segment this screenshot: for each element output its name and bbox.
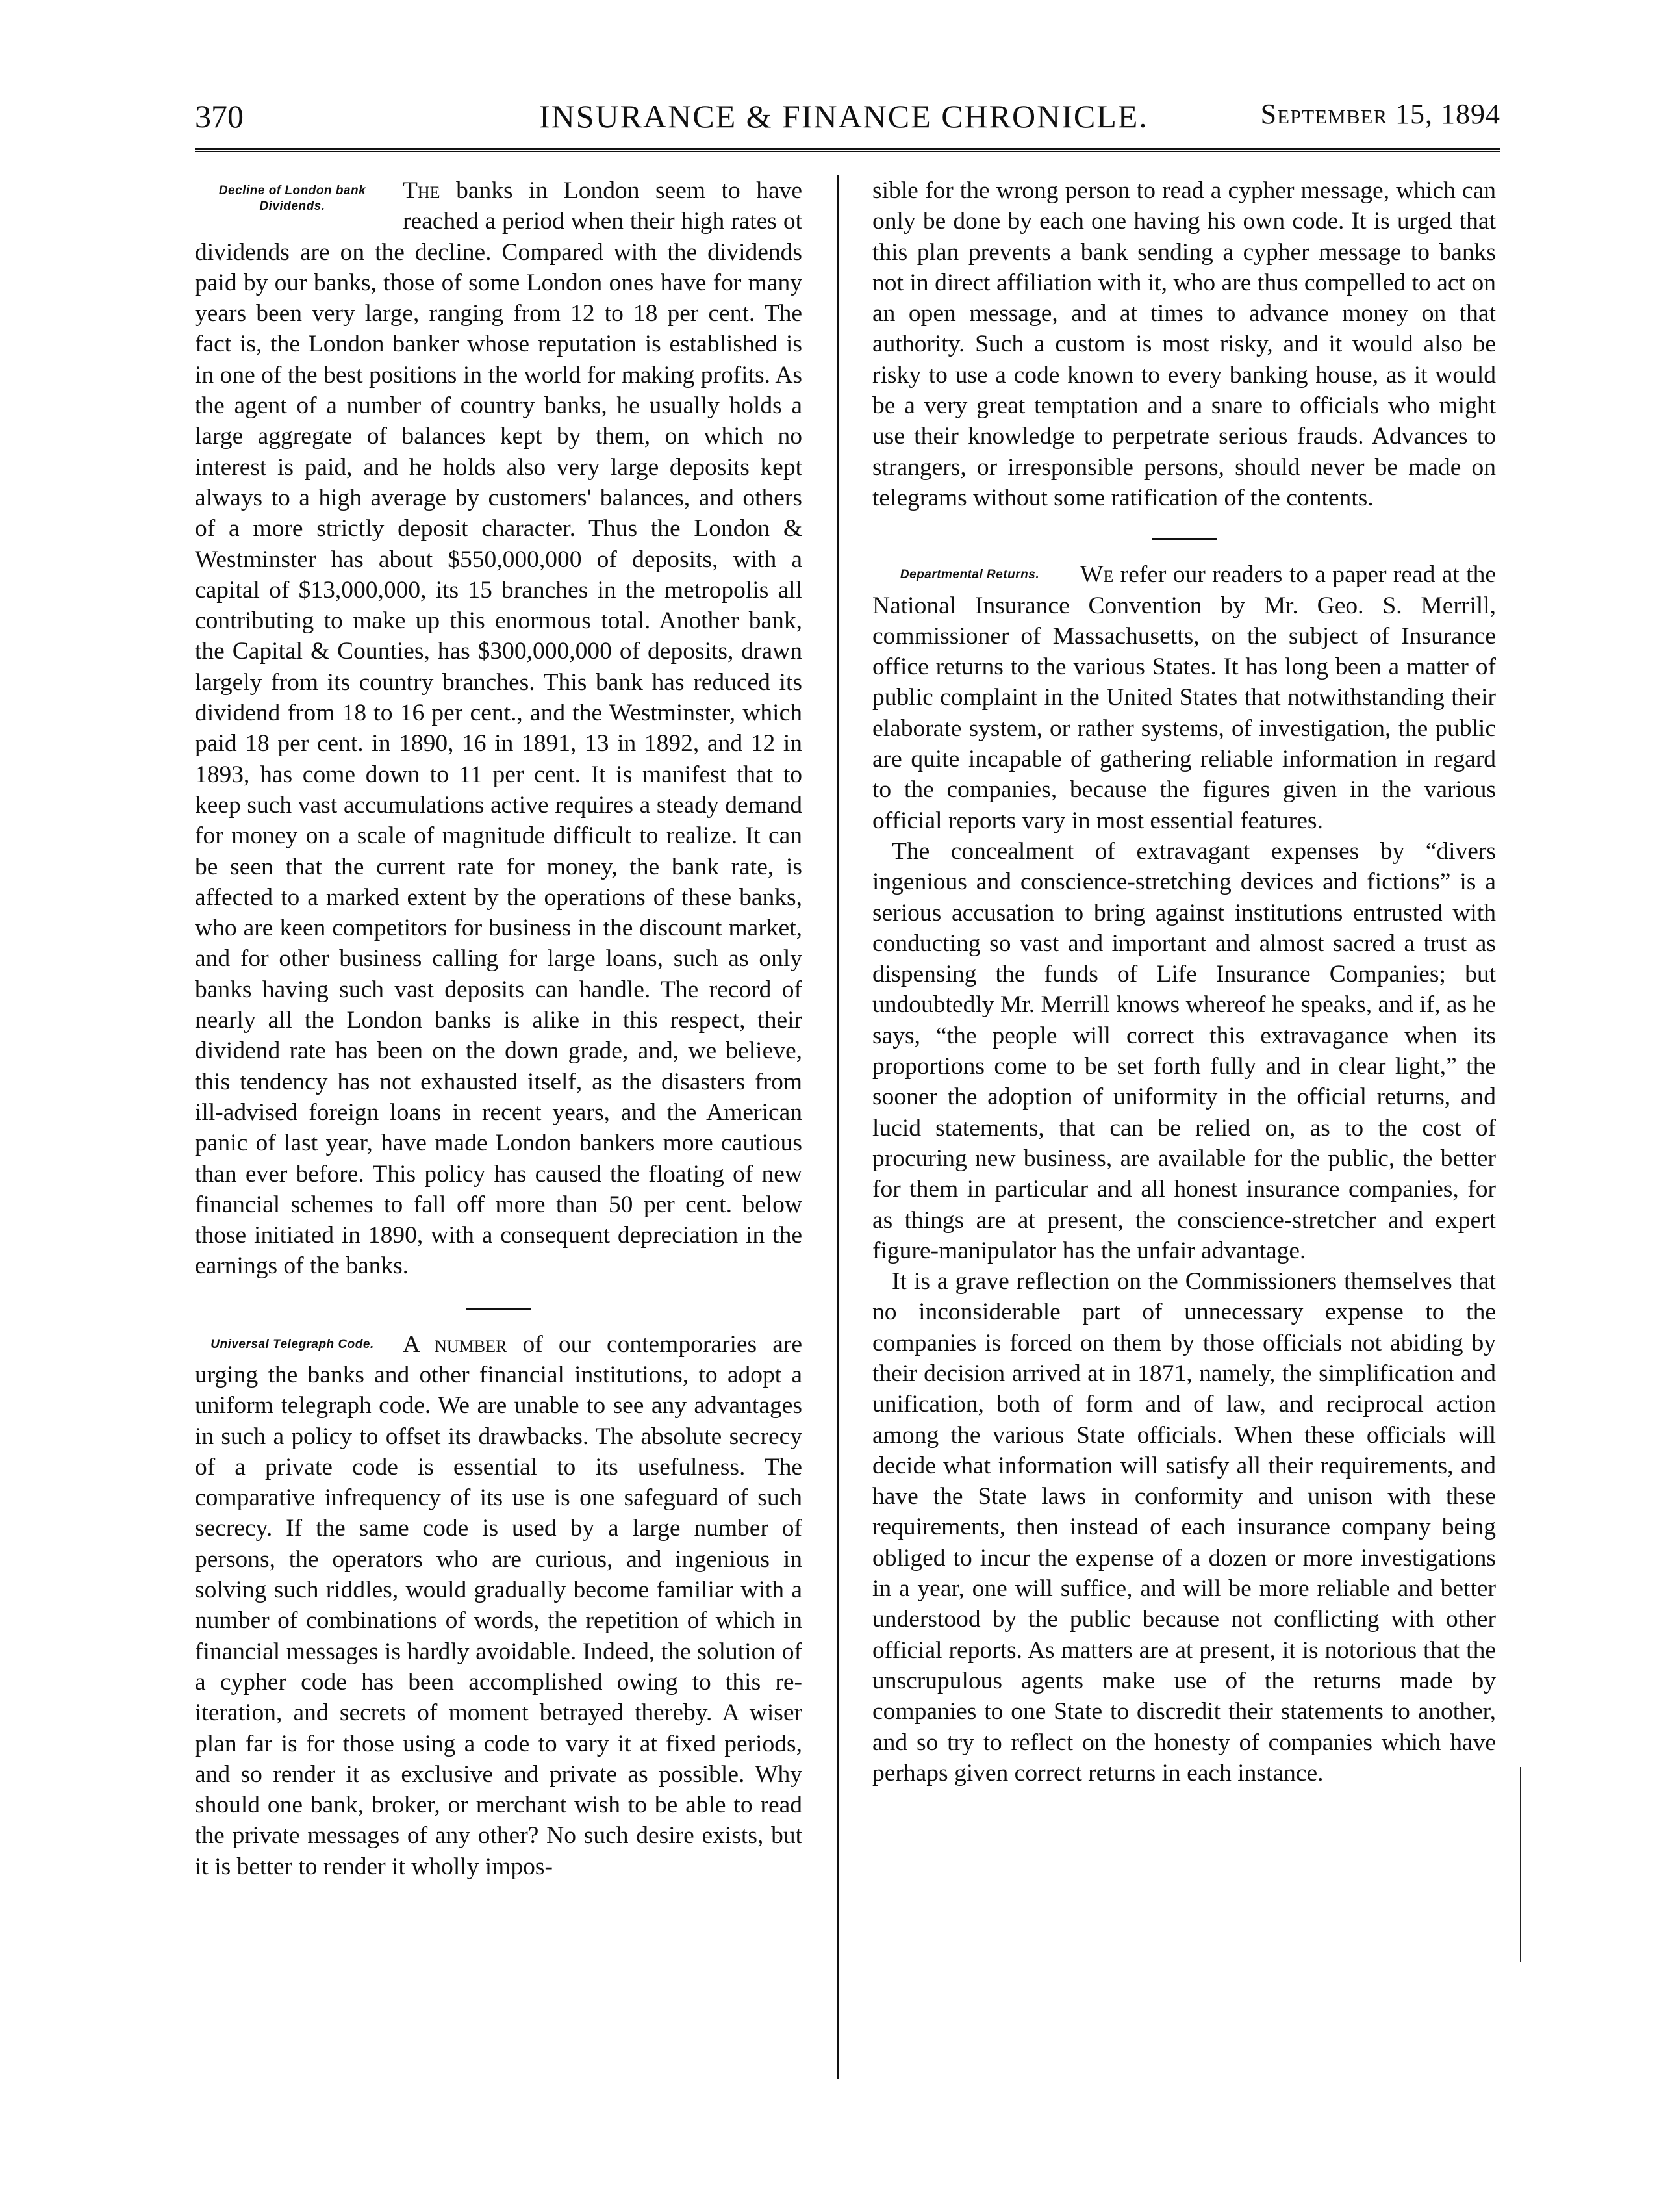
article-text: banks in London seem to have reached a period when their high rates ot dividends are on the decline. Compared with the dividends paid by our banks, those of some London ones have for many years been very large, ranging from 12 to 18 per cent. The fact is, the London banker whose reputation is established is in one of the best positions in the world for making profits. As the agent of a number of country banks, he usually holds a large aggregate of balances kept by them, on which no interest is paid, and he holds also very large deposits kept always to a high average by customers' balances, and others of a more strictly deposit character. Thus the London & Westminster has about $550,000,000 of deposits, with a capital of $13,000,000, its 15 branches in the metropolis all contributing to make up this enormous total. Another bank, the Capital & Counties, has $300,000,000 of deposits, drawn largely from its country branches. This bank has reduced its dividend from 18 to 16 per cent., and the Westminster, which paid 18 per cent. in 1890, 16 in 1891, 13 in 1892, and 12 in 1893, has come down to 11 per cent. It is manifest that to keep such vast accumulations active requires a steady demand for money on a scale of magnitude difficult to realize. It can be seen that the current rate for money, the bank rate, is affected to a marked extent by the operations of these banks, who are keen competitors for business in the discount market, and for other business calling for large loans, such as only banks having such vast deposits can handle. The record of nearly all the London banks is alike in this respect, their dividend rate has been on the down grade, and, we believe, this tendency has not exhausted itself, as the disasters from ill-advised foreign loans in recent years, and the American panic of last year, have made London bankers more cautious than ever before. This policy has caused the floating of new financial schemes to fall off more than 50 per cent. below those initiated in 1890, with a consequent depreciation in the earnings of the banks. — [195, 177, 802, 1280]
article-text: refer our readers to a paper read at the National Insurance Convention by Mr. Geo. S. Merrill, commissioner of Massachusetts, on the subject of Insurance office returns to the various States. It has long been a matter of public complaint in the United States that notwithstanding their elaborate system, or rather systems, of investigation, the public are quite incapable of gathering reliable information in regard to the companies, because the figures given in the various official reports vary in most essential features. — [872, 561, 1496, 834]
article-continuation: sible for the wrong person to read a cypher message, which can only be done by each one having his own code. It is urged that this plan prevents a bank sending a cypher message to banks not in direct affiliation with it, who are thus compelled to act on an open message, and at times to advance money on that authority. Such a custom is most risky, and it would also be risky to use a code known to every banking house, as it would be a very great temptation and a snare to officials who might use their knowledge to perpetrate serious frauds. Advances to strangers, or irresponsible persons, should never be made on telegrams without some ratification of the contents. — [872, 177, 1496, 511]
lead-in: The — [403, 177, 440, 204]
article-body — [872, 559, 1496, 836]
page-header — [195, 97, 1500, 143]
sidenote-london-dividends: Decline of London bank Dividends. — [218, 184, 366, 213]
article-separator — [1152, 538, 1217, 540]
article-paragraph: The concealment of extravagant expenses by “divers ingenious and conscience-stretching devices and fictions” is a serious accusation to bring against institutions entrusted with conducting so vast and important and almost sacred a trust as dispensing the funds of Life Insurance Companies; but undoubtedly Mr. Merrill knows whereof he speaks, and if, as he says, “the people will correct this extravagance when its proportions come to be set forth fully and in clear light,” the sooner the adoption of uniformity in the official returns, and lucid statements, that can be relied on, as to the cost of procuring new business, are available for the public, the better for them in particular and all honest insurance companies, for as things are at present, the conscience-stretcher and expert figure-manipulator has the unfair advantage. — [872, 837, 1496, 1264]
sidenote-telegraph-code: Universal Telegraph Code. — [210, 1337, 374, 1351]
lead-in: We — [1080, 561, 1114, 589]
left-column — [195, 175, 802, 1882]
article-body — [195, 1329, 802, 1882]
lead-in: A number — [403, 1330, 507, 1358]
header-rule — [195, 148, 1500, 152]
sidenote-departmental-returns: Departmental Returns. — [900, 568, 1040, 582]
article-separator — [466, 1308, 531, 1310]
article-text: of our contemporaries are urging the banks and other financial institutions, to adopt a uniform telegraph code. We are unable to see any advantages in such a policy to offset its drawbacks. The absolute secrecy of a private code is essential to its usefulness. The comparative infrequency of its use is one safeguard of such secrecy. If the same code is used by a large number of persons, the operators who are curious, and ingenious in solving such riddles, would gradually become familiar with a number of combinations of words, the repetition of which in financial messages is hardly avoidable. Indeed, the solution of a cypher code has been accomplished owing to this re-iteration, and secrets of moment betrayed thereby. A wiser plan far is for those using a code to vary it at fixed periods, and so render it as exclusive and private as possible. Why should one bank, broker, or merchant wish to be able to read the private messages of any other? No such desire exists, but it is better to render it wholly impos- — [195, 1330, 803, 1880]
page-number: 370 — [195, 98, 244, 134]
article-london-dividends — [195, 175, 802, 1282]
right-column — [872, 175, 1496, 1788]
article-body — [195, 175, 802, 1282]
margin-mark — [1520, 1767, 1521, 1962]
article-telegraph-code — [195, 1329, 802, 1882]
article-paragraph: It is a grave reflection on the Commissioners themselves that no inconsiderable part of unnecessary expense to the companies is forced on them by those officials not abiding by their decision arrived at in 1871, namely, the simplification and unification, both of form and of law, and reciprocal action among the various State officials. When these officials will decide what information will satisfy all their requirements, and have the State laws in conformity and unison with these requirements, then instead of each insurance company being obliged to incur the expense of a dozen or more investigations in a year, one will suffice, and will be more reliable and better understood by the public because not conflicting with other official reports. As matters are at present, it is notorious that the unscrupulous agents make use of the returns made by companies to one State to discredit their statements to another, and so try to reflect on the honesty of companies which have perhaps given correct returns in each instance. — [872, 1268, 1496, 1786]
column-divider — [837, 175, 839, 2079]
issue-date: September 15, 1894 — [1260, 98, 1500, 130]
article-departmental-returns — [872, 559, 1496, 1788]
journal-title: INSURANCE & FINANCE CHRONICLE. — [539, 98, 1148, 134]
